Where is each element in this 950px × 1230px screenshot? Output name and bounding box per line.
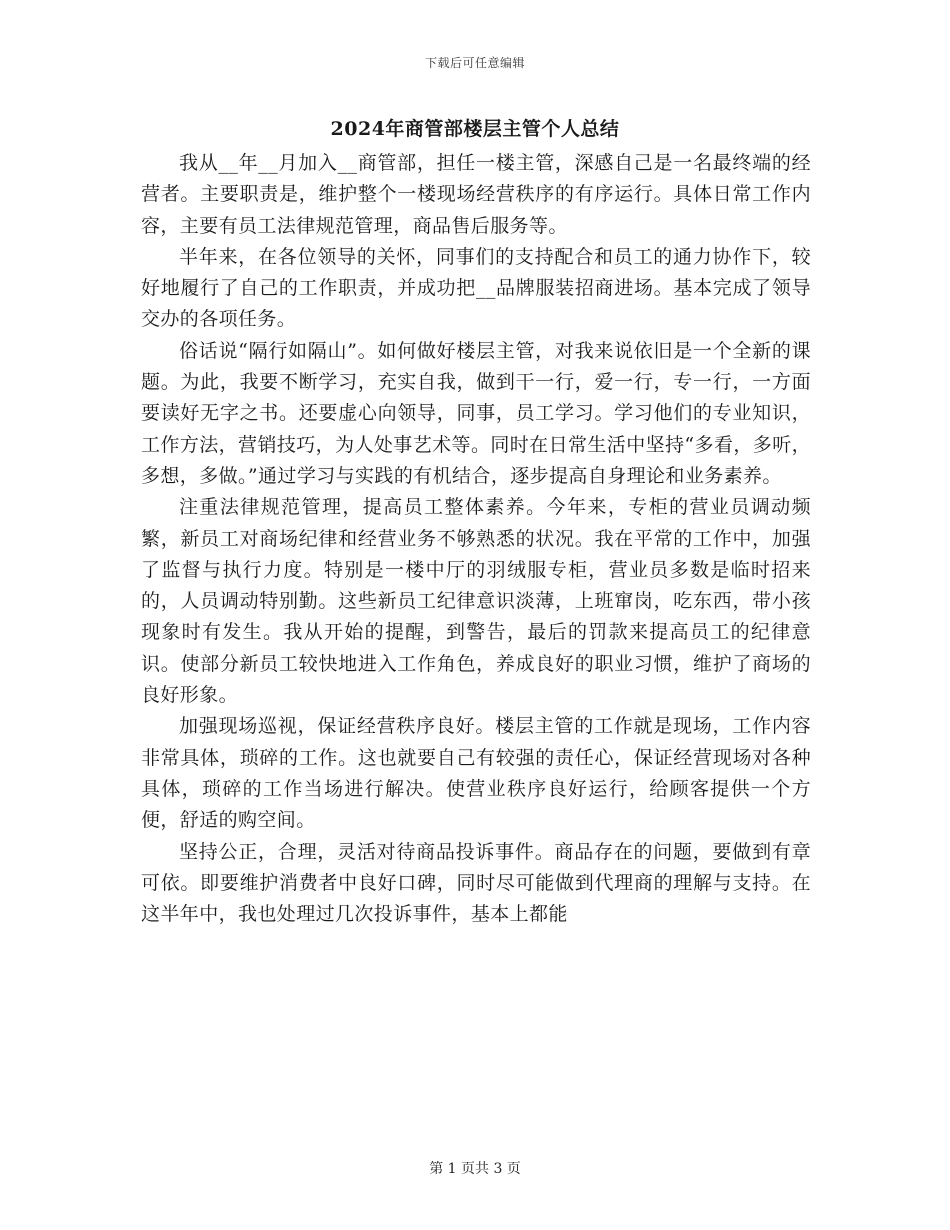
document-title: 2024年商管部楼层主管个人总结	[330, 118, 620, 140]
document-body	[141, 148, 811, 930]
paragraph-3: 俗话说“隔行如隔山”。如何做好楼层主管，对我来说依旧是一个全新的课题。为此，我要不断学习，充实自我，做到干一行，爱一行，专一行，一方面要读好无字之书。还要虚心向领导，同事，员工学习。学习他们的专业知识，工作方法，营销技巧，为人处事艺术等。同时在日常生活中坚持“多看，多听，多想，多做。”通过学习与实践的有机结合，逐步提高自身理论和业务素养。	[141, 339, 811, 487]
paragraph-2: 半年来，在各位领导的关怀，同事们的支持配合和员工的通力协作下，较好地履行了自己的工作职责，并成功把__品牌服装招商进场。基本完成了领导交办的各项任务。	[141, 245, 811, 331]
page-number: 第 1 页共 3 页	[429, 1161, 521, 1177]
download-note: 下载后可任意编辑	[424, 56, 525, 70]
paragraph-4: 注重法律规范管理，提高员工整体素养。今年来，专柜的营业员调动频繁，新员工对商场纪律和经营业务不够熟悉的状况。我在平常的工作中，加强了监督与执行力度。特别是一楼中厅的羽绒服专柜，营业员多数是临时招来的，人员调动特别勤。这些新员工纪律意识淡薄，上班窜岗，吃东西，带小孩现象时有发生。我从开始的提醒，到警告，最后的罚款来提高员工的纪律意识。使部分新员工较快地进入工作角色，养成良好的职业习惯，维护了商场的良好形象。	[141, 496, 811, 707]
paragraph-6: 坚持公正，合理，灵活对待商品投诉事件。商品存在的问题，要做到有章可依。即要维护消费者中良好口碑，同时尽可能做到代理商的理解与支持。在这半年中，我也处理过几次投诉事件，基本上都能	[141, 840, 811, 926]
paragraph-1: 我从__年__月加入__商管部，担任一楼主管，深感自己是一名最终端的经营者。主要职责是，维护整个一楼现场经营秩序的有序运行。具体日常工作内容，主要有员工法律规范管理，商品售后服务等。	[141, 152, 811, 237]
paragraph-5: 加强现场巡视，保证经营秩序良好。楼层主管的工作就是现场，工作内容非常具体，琐碎的工作。这也就要自己有较强的责任心，保证经营现场对各种具体，琐碎的工作当场进行解决。使营业秩序良好运行，给顾客提供一个方便，舒适的购空间。	[141, 715, 811, 832]
